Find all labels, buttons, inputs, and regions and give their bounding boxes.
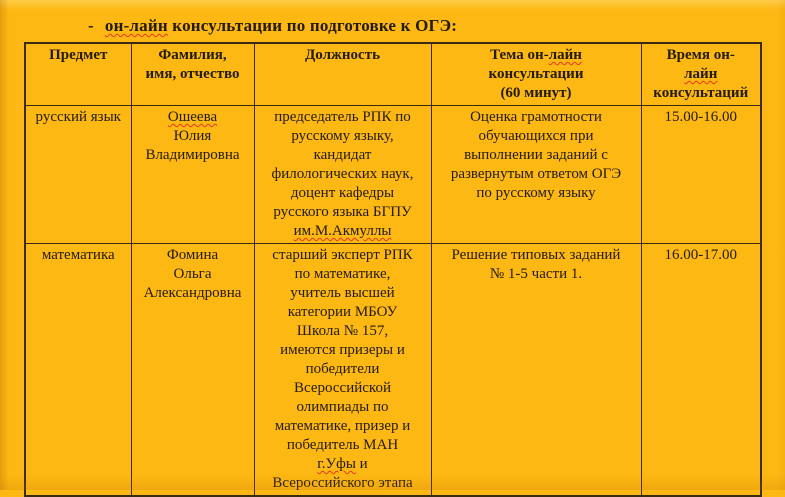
- text-segment: Должность: [304, 47, 380, 63]
- header-cell-subject: [25, 43, 131, 106]
- text-segment: доцент кафедры: [290, 185, 395, 201]
- misspelled-text: лайн: [684, 66, 718, 82]
- text-segment: 15.00-16.00: [664, 109, 737, 125]
- text-line: [435, 265, 638, 284]
- text-segment: председатель РПК по: [274, 109, 411, 125]
- cell-russian-position: [254, 106, 431, 244]
- table-header: [25, 43, 761, 106]
- text-segment: математика: [41, 247, 115, 263]
- misspelled-text: лайн: [548, 47, 582, 63]
- misspelled-text: Ошеева: [167, 109, 218, 125]
- text-line: [29, 46, 128, 65]
- text-segment: обучающихся при: [478, 128, 594, 144]
- text-segment: Владимировна: [145, 147, 240, 163]
- text-segment: развернутым ответом ОГЭ: [450, 166, 622, 182]
- text-line: [135, 108, 251, 127]
- text-segment: консультации: [488, 66, 584, 82]
- text-line: [435, 246, 638, 265]
- text-line: [435, 46, 638, 65]
- text-line: [435, 146, 638, 165]
- consultations-table: [24, 42, 762, 497]
- text-line: [435, 65, 638, 84]
- text-segment: Всероссийского этапа: [272, 475, 413, 491]
- text-segment: Ольга: [173, 266, 212, 282]
- text-line: [258, 165, 428, 184]
- text-line: [135, 246, 251, 265]
- text-segment: консультаций: [653, 85, 749, 101]
- text-segment: олимпиады по: [296, 399, 389, 415]
- text-line: [258, 341, 428, 360]
- table-row-russian: [25, 106, 761, 244]
- text-segment: Школа № 157,: [296, 323, 389, 339]
- text-line: [135, 284, 251, 303]
- text-line: [258, 455, 428, 474]
- text-segment: Фамилия,: [158, 47, 227, 63]
- text-segment: и: [355, 456, 368, 472]
- text-segment: 16.00-17.00: [664, 247, 737, 263]
- text-segment: Александровна: [143, 285, 242, 301]
- text-line: [258, 265, 428, 284]
- page-title: [88, 16, 457, 35]
- text-line: [258, 360, 428, 379]
- text-segment: русскому языку,: [291, 128, 394, 144]
- text-segment: (60 минут): [500, 85, 572, 101]
- text-line: [258, 108, 428, 127]
- header-cell-time: [641, 43, 761, 106]
- cell-russian-time: [641, 106, 761, 244]
- text-line: [645, 46, 758, 65]
- text-line: [135, 46, 251, 65]
- cell-math-fio: [131, 244, 254, 497]
- text-segment: выполнении заданий с: [464, 147, 608, 163]
- header-row: [25, 43, 761, 106]
- text-line: [645, 246, 758, 265]
- text-segment: победитель МАН: [286, 437, 399, 453]
- text-segment: русский язык: [35, 109, 121, 125]
- text-line: [645, 84, 758, 103]
- text-segment: имеются призеры и: [280, 342, 405, 358]
- cell-russian-topic: [431, 106, 641, 244]
- cell-russian-subject: [25, 106, 131, 244]
- text-segment: Тема он-: [490, 47, 549, 63]
- text-segment: Всероссийской: [294, 380, 391, 396]
- text-segment: старший эксперт РПК: [272, 247, 413, 263]
- text-segment: по математике,: [294, 266, 391, 282]
- table-row-math: [25, 244, 761, 497]
- text-segment: русского языка БГПУ: [273, 204, 412, 220]
- text-segment: Оценка грамотности: [470, 109, 602, 125]
- text-segment: кандидат: [313, 147, 372, 163]
- text-line: [258, 184, 428, 203]
- misspelled-text: г.Уфы: [317, 456, 356, 472]
- text-line: [258, 222, 428, 241]
- text-line: [435, 127, 638, 146]
- title-dash: -: [88, 16, 94, 35]
- header-cell-topic: [431, 43, 641, 106]
- text-line: [258, 127, 428, 146]
- text-line: [258, 474, 428, 493]
- text-segment: филологических наук,: [271, 166, 414, 182]
- text-line: [258, 146, 428, 165]
- text-line: [258, 246, 428, 265]
- text-segment: победители: [305, 361, 380, 377]
- text-line: [258, 284, 428, 303]
- text-segment: категории МБОУ: [287, 304, 398, 320]
- text-segment: математике, призер и: [274, 418, 411, 434]
- text-line: [258, 46, 428, 65]
- text-line: [135, 65, 251, 84]
- text-line: [258, 436, 428, 455]
- text-segment: Предмет: [49, 47, 108, 63]
- text-segment: по русскому языку: [476, 185, 596, 201]
- header-cell-position: [254, 43, 431, 106]
- text-line: [29, 108, 128, 127]
- text-line: [435, 165, 638, 184]
- text-line: [435, 108, 638, 127]
- text-line: [435, 184, 638, 203]
- text-line: [258, 322, 428, 341]
- title-rest: консультации по подготовке к ОГЭ:: [167, 16, 458, 35]
- text-line: [258, 398, 428, 417]
- text-segment: № 1-5 части 1.: [489, 266, 583, 282]
- text-line: [645, 65, 758, 84]
- cell-russian-fio: [131, 106, 254, 244]
- cell-math-topic: [431, 244, 641, 497]
- text-segment: Юлия: [173, 128, 212, 144]
- text-line: [135, 146, 251, 165]
- cell-math-position: [254, 244, 431, 497]
- text-segment: имя, отчество: [145, 66, 240, 82]
- text-line: [135, 265, 251, 284]
- text-line: [29, 246, 128, 265]
- table-body: [25, 106, 761, 497]
- text-segment: Время он-: [666, 47, 735, 63]
- text-line: [645, 108, 758, 127]
- header-cell-fio: [131, 43, 254, 106]
- text-line: [258, 203, 428, 222]
- text-line: [258, 417, 428, 436]
- text-line: [258, 379, 428, 398]
- text-segment: учитель высшей: [290, 285, 395, 301]
- text-line: [258, 303, 428, 322]
- text-segment: Решение типовых заданий: [451, 247, 621, 263]
- text-line: [135, 127, 251, 146]
- misspelled-text: им.М.Акмуллы: [293, 223, 392, 239]
- text-segment: Фомина: [166, 247, 219, 263]
- title-flagged-word: он-лайн: [104, 16, 168, 35]
- text-line: [435, 84, 638, 103]
- cell-math-time: [641, 244, 761, 497]
- cell-math-subject: [25, 244, 131, 497]
